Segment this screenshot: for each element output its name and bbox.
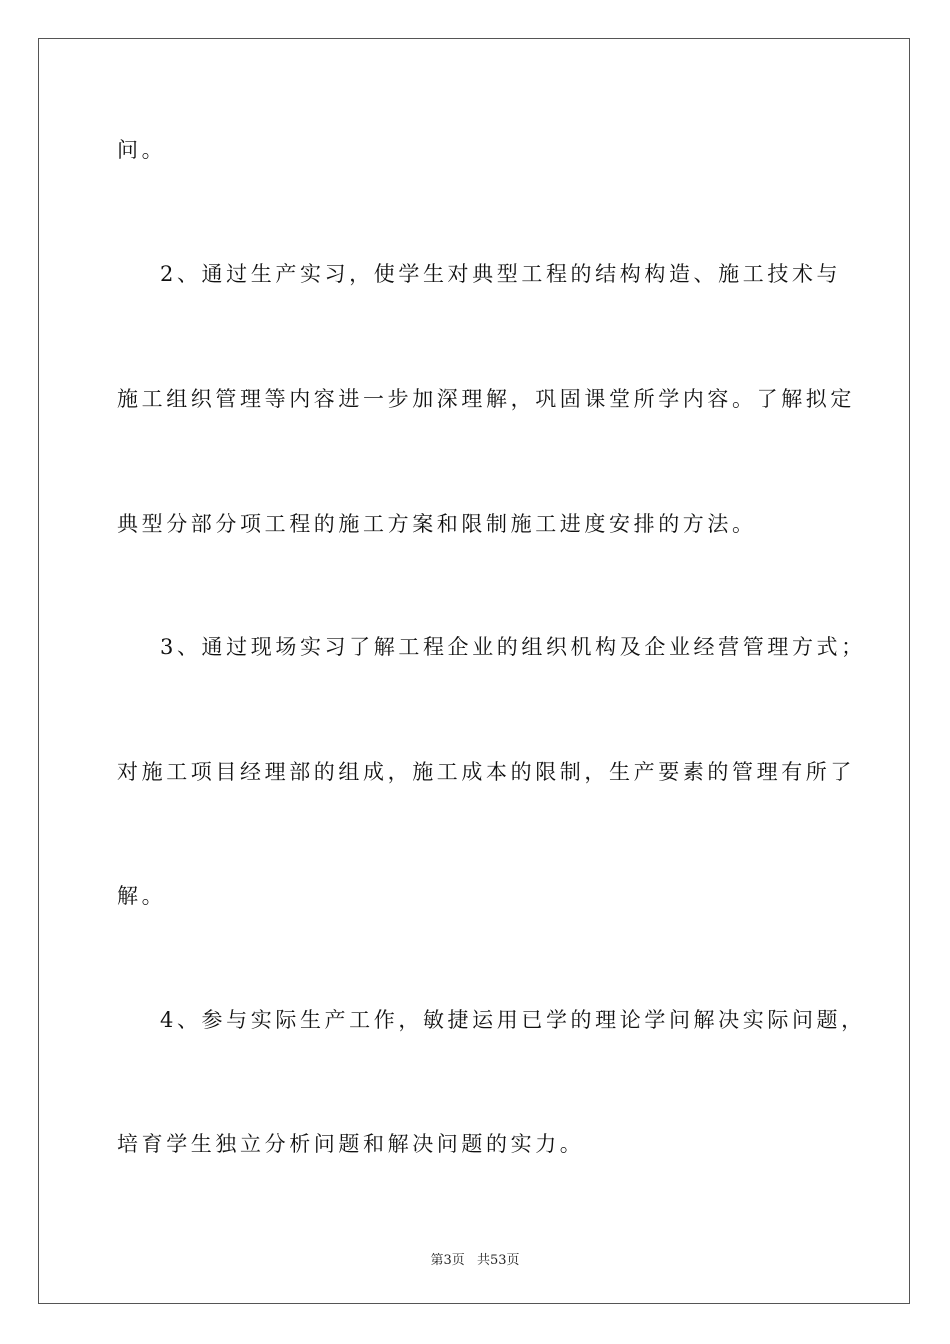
text-line-7: 解。 — [117, 884, 167, 908]
text-line-2: 2、通过生产实习，使学生对典型工程的结构构造、施工技术与 — [160, 262, 842, 286]
text-line-8: 4、参与实际生产工作，敏捷运用已学的理论学问解决实际问题， — [160, 1008, 866, 1032]
text-line-3: 施工组织管理等内容进一步加深理解，巩固课堂所学内容。了解拟定 — [117, 387, 855, 411]
text-line-9: 培育学生独立分析问题和解决问题的实力。 — [117, 1132, 585, 1156]
page-number: 第3页 — [430, 1253, 465, 1268]
text-line-6: 对施工项目经理部的组成，施工成本的限制，生产要素的管理有所了 — [117, 760, 855, 784]
page-total: 共53页 — [476, 1253, 520, 1268]
page-border — [38, 38, 910, 1304]
text-line-5: 3、通过现场实习了解工程企业的组织机构及企业经营管理方式； — [160, 635, 866, 659]
text-line-4: 典型分部分项工程的施工方案和限制施工进度安排的方法。 — [117, 512, 757, 536]
page-footer — [0, 1249, 950, 1268]
text-line-1: 问。 — [117, 138, 167, 162]
